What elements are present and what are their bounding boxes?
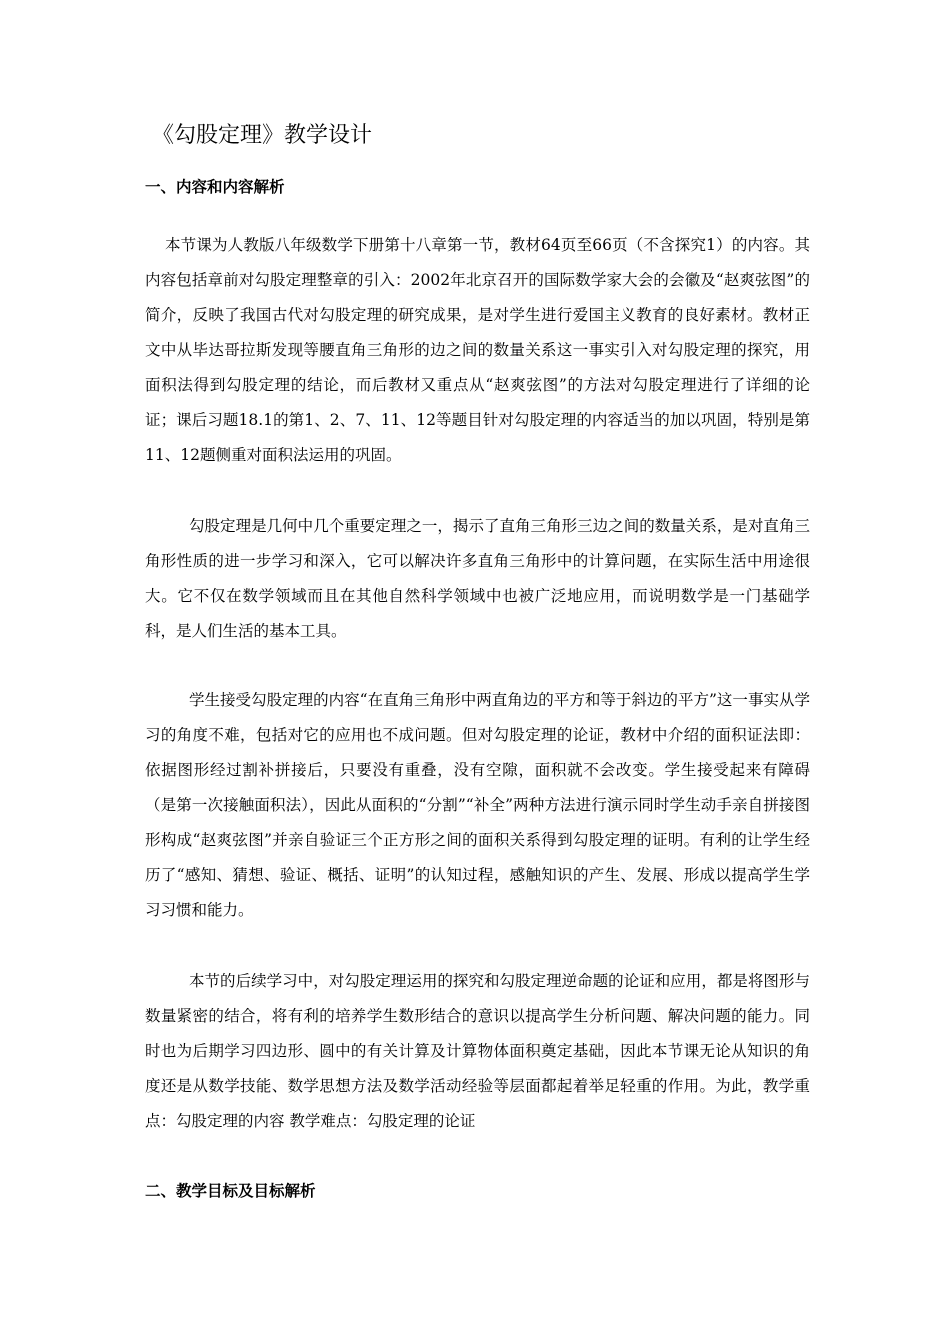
paragraph-follow-up-learning: 本节的后续学习中，对勾股定理运用的探究和勾股定理逆命题的论证和应用，都是将图形与数量紧密的结合，将有利的培养学生数形结合的意识以提高学生分析问题、解决问题的能力。同时也为后期学习四边形、圆中的有关计算及计算物体面积奠定基础，因此本节课无论从知识的角度还是从数学技能、数学思想方法及数学活动经验等层面都起着举足轻重的作用。为此，教学重点：勾股定理的内容 教学难点：勾股定理的论证 <box>145 972 810 1130</box>
paragraph-theorem-importance: 勾股定理是几何中几个重要定理之一，揭示了直角三角形三边之间的数量关系，是对直角三角形性质的进一步学习和深入，它可以解决许多直角三角形中的计算问题，在实际生活中用途很大。它不仅在数学领域而且在其他自然科学领域中也被广泛地应用，而说明数学是一门基础学科，是人们生活的基本工具。 <box>145 517 810 640</box>
section-heading-teaching-goals: 二、教学目标及目标解析 <box>145 1182 316 1200</box>
paragraph-content-intro: 本节课为人教版八年级数学下册第十八章第一节，教材64页至66页（不含探究1）的内容。其内容包括章前对勾股定理整章的引入：2002年北京召开的国际数学家大会的会徽及“赵爽弦图”的简介，反映了我国古代对勾股定理的研究成果，是对学生进行爱国主义教育的良好素材。教材正文中从毕达哥拉斯发现等腰直角三角形的边之间的数量关系这一事实引入对勾股定理的探究，用面积法得到勾股定理的结论，而后教材又重点从“赵爽弦图”的方法对勾股定理进行了详细的论证；课后习题18.1的第1、2、7、11、12等题目针对勾股定理的内容适当的加以巩固，特别是第11、12题侧重对面积法运用的巩固。 <box>145 236 810 464</box>
section-heading-content-analysis: 一、内容和内容解析 <box>145 178 285 196</box>
paragraph-student-acceptance: 学生接受勾股定理的内容“在直角三角形中两直角边的平方和等于斜边的平方”这一事实从学习的角度不难，包括对它的应用也不成问题。但对勾股定理的论证，教材中介绍的面积证法即：依据图形经过割补拼接后，只要没有重叠，没有空隙，面积就不会改变。学生接受起来有障碍（是第一次接触面积法），因此从面积的“分割”“补全”两种方法进行演示同时学生动手亲自拼接图形构成“赵爽弦图”并亲自验证三个正方形之间的面积关系得到勾股定理的证明。有利的让学生经历了“感知、猜想、验证、概括、证明”的认知过程，感触知识的产生、发展、形成以提高学生学习习惯和能力。 <box>145 691 810 919</box>
document-title: 《勾股定理》教学设计 <box>152 123 373 148</box>
